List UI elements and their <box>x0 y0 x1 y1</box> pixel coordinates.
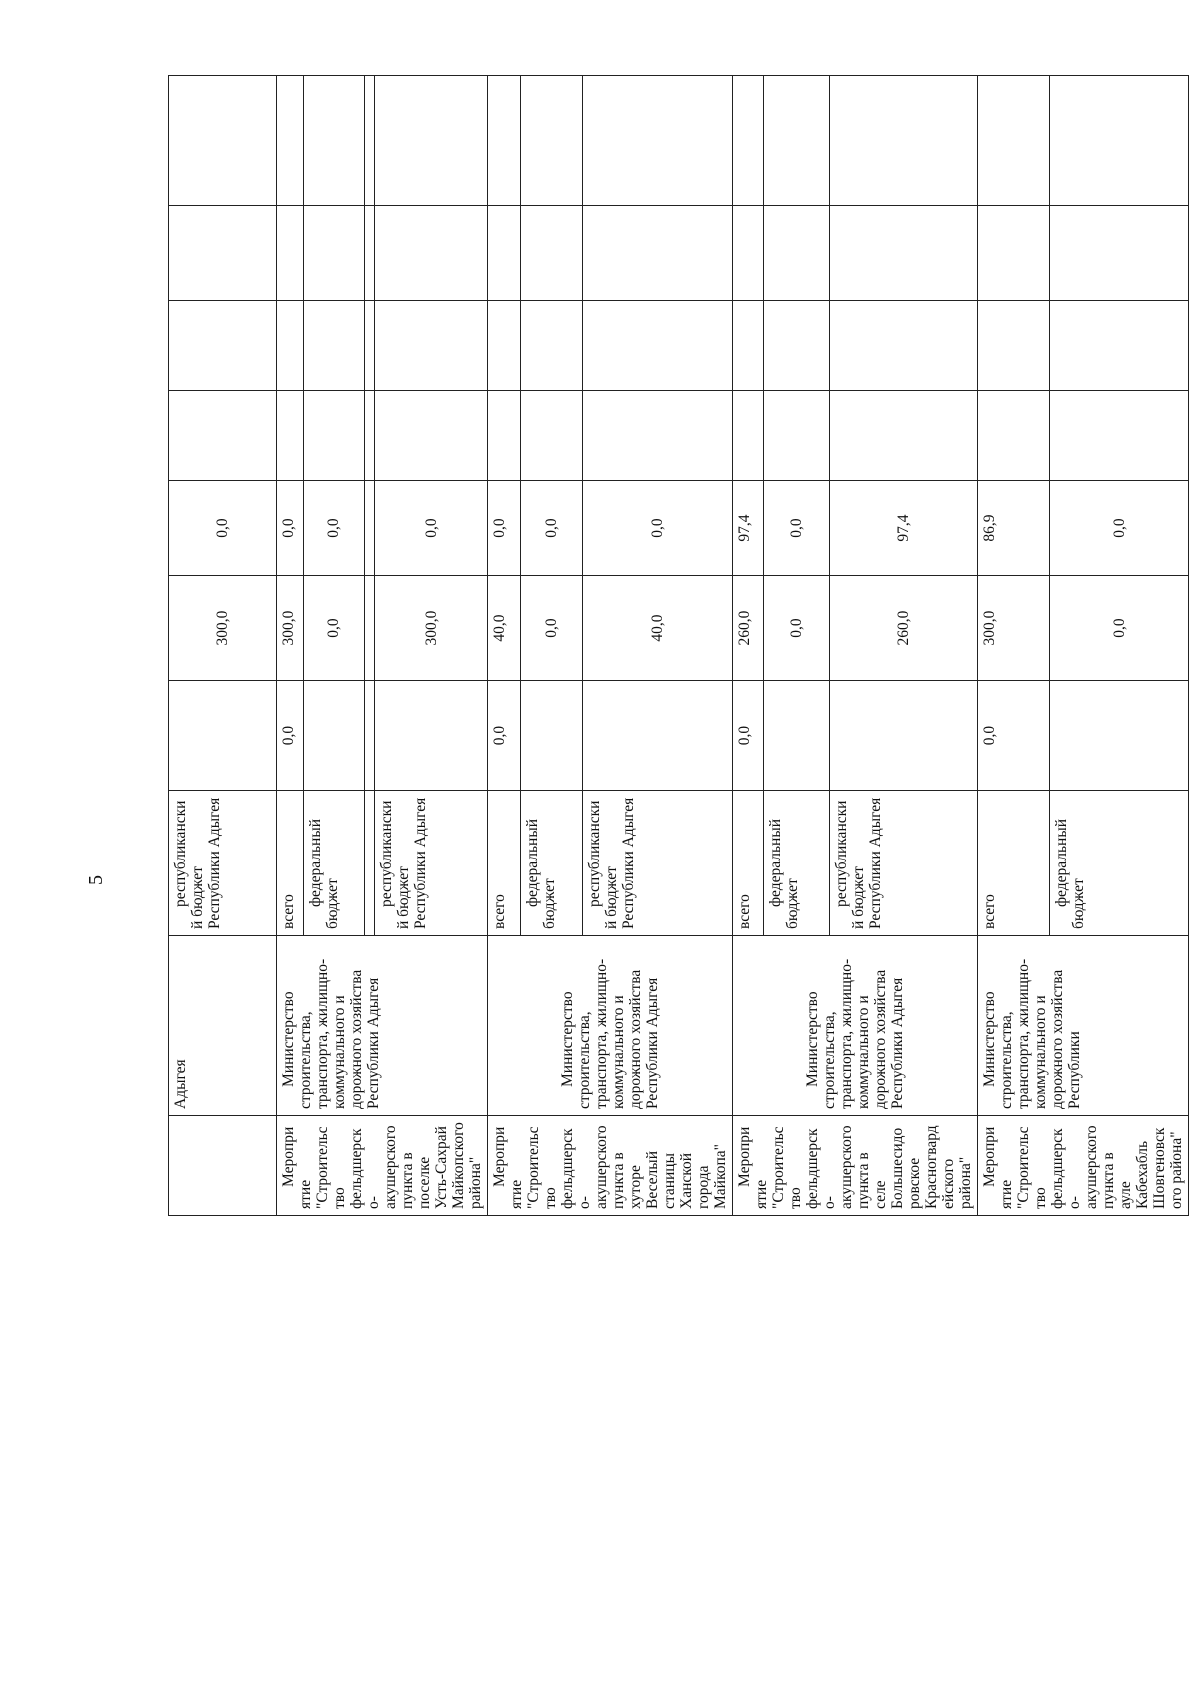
value-cell: 260,0 <box>733 576 764 681</box>
empty-cell <box>304 301 365 391</box>
empty-cell <box>375 206 488 301</box>
empty-cell <box>583 301 733 391</box>
value-cell: 0,0 <box>1050 481 1189 576</box>
source-cell: республиканский бюджет Республики Адыгея <box>169 791 277 936</box>
responsible-cell: Министерство строительства, транспорта, жилищно-коммунального и дорожного хозяйства Республики <box>978 936 1189 1116</box>
source-cell: федеральный бюджет <box>520 791 583 936</box>
empty-cell <box>375 391 488 481</box>
value-cell <box>1050 681 1189 791</box>
empty-cell <box>304 76 365 206</box>
empty-cell <box>829 76 977 206</box>
value-cell: 97,4 <box>829 481 977 576</box>
empty-cell <box>829 391 977 481</box>
empty-cell <box>733 76 764 206</box>
event-cell: Мероприятие "Строительство фельдшерско-акушерского пункта в селе Большесидоровское Красногвардейского района" <box>733 1116 978 1216</box>
event-cell: Мероприятие "Строительство фельдшерско-акушерского пункта в поселке Усть-Сахрай Майкопского района" <box>277 1116 488 1216</box>
value-cell: 0,0 <box>375 481 488 576</box>
empty-cell <box>978 206 1050 301</box>
empty-cell <box>488 206 521 301</box>
value-cell <box>583 681 733 791</box>
value-cell: 0,0 <box>1050 576 1189 681</box>
responsible-cell: Адыгея <box>169 936 277 1116</box>
empty-cell <box>520 76 583 206</box>
empty-cell <box>520 206 583 301</box>
empty-cell <box>488 391 521 481</box>
empty-cell <box>277 391 304 481</box>
value-cell: 300,0 <box>978 576 1050 681</box>
empty-cell <box>169 301 277 391</box>
empty-cell <box>169 76 277 206</box>
table-row <box>277 76 304 1216</box>
empty-cell <box>364 301 374 391</box>
value-cell: 0,0 <box>169 481 277 576</box>
page-number: 5 <box>85 875 107 885</box>
empty-cell <box>763 301 829 391</box>
value-cell: 0,0 <box>733 681 764 791</box>
empty-cell <box>978 391 1050 481</box>
value-cell: 0,0 <box>304 481 365 576</box>
value-cell: 0,0 <box>763 576 829 681</box>
empty-cell <box>169 391 277 481</box>
value-cell <box>520 681 583 791</box>
empty-cell <box>364 206 374 301</box>
empty-cell <box>763 76 829 206</box>
empty-cell <box>375 301 488 391</box>
empty-cell <box>583 206 733 301</box>
value-cell <box>829 681 977 791</box>
source-cell: федеральный бюджет <box>1050 791 1189 936</box>
value-cell <box>763 681 829 791</box>
empty-cell <box>733 301 764 391</box>
empty-cell <box>520 301 583 391</box>
value-cell: 0,0 <box>488 681 521 791</box>
value-cell: 40,0 <box>488 576 521 681</box>
source-cell: федеральный бюджет <box>304 791 365 936</box>
source-cell: федеральный бюджет <box>763 791 829 936</box>
empty-cell <box>364 791 374 936</box>
source-cell: всего <box>978 791 1050 936</box>
table-row <box>733 76 764 1216</box>
empty-cell <box>733 391 764 481</box>
value-cell: 40,0 <box>583 576 733 681</box>
empty-cell <box>1050 301 1189 391</box>
empty-cell <box>1050 76 1189 206</box>
responsible-cell: Министерство строительства, транспорта, жилищно-коммунального и дорожного хозяйства Республики Адыгея <box>488 936 733 1116</box>
source-cell: всего <box>277 791 304 936</box>
source-cell: всего <box>733 791 764 936</box>
value-cell: 0,0 <box>520 481 583 576</box>
value-cell: 260,0 <box>829 576 977 681</box>
value-cell: 300,0 <box>375 576 488 681</box>
value-cell: 0,0 <box>488 481 521 576</box>
value-cell <box>375 681 488 791</box>
empty-cell <box>829 301 977 391</box>
empty-cell <box>583 391 733 481</box>
value-cell <box>169 681 277 791</box>
source-cell: всего <box>488 791 521 936</box>
budget-table <box>168 75 1189 1216</box>
event-cell <box>169 1116 277 1216</box>
value-cell: 0,0 <box>304 576 365 681</box>
empty-cell <box>733 206 764 301</box>
empty-cell <box>169 206 277 301</box>
empty-cell <box>583 76 733 206</box>
responsible-cell: Министерство строительства, транспорта, жилищно-коммунального и дорожного хозяйства Республики Адыгея <box>277 936 488 1116</box>
event-cell: Мероприятие "Строительство фельдшерско-акушерского пункта в хуторе Веселый станицы Ханской города Майкопа" <box>488 1116 733 1216</box>
value-cell: 300,0 <box>277 576 304 681</box>
table-row <box>978 76 1050 1216</box>
empty-cell <box>978 301 1050 391</box>
empty-cell <box>375 76 488 206</box>
value-cell: 0,0 <box>583 481 733 576</box>
empty-cell <box>763 391 829 481</box>
empty-cell <box>277 301 304 391</box>
table-row <box>169 76 277 1216</box>
source-cell: республиканский бюджет Республики Адыгея <box>829 791 977 936</box>
empty-cell <box>488 301 521 391</box>
value-cell: 97,4 <box>733 481 764 576</box>
value-cell: 300,0 <box>169 576 277 681</box>
source-cell: республиканский бюджет Республики Адыгея <box>583 791 733 936</box>
empty-cell <box>1050 391 1189 481</box>
rotated-table-container <box>168 76 1185 1216</box>
empty-cell <box>277 206 304 301</box>
table-row <box>488 76 521 1216</box>
value-cell: 0,0 <box>520 576 583 681</box>
empty-cell <box>829 206 977 301</box>
empty-cell <box>277 76 304 206</box>
empty-cell <box>364 391 374 481</box>
empty-cell <box>520 391 583 481</box>
responsible-cell: Министерство строительства, транспорта, жилищно-коммунального и дорожного хозяйства Республики Адыгея <box>733 936 978 1116</box>
empty-cell <box>304 206 365 301</box>
value-cell: 0,0 <box>277 681 304 791</box>
empty-cell <box>364 576 374 681</box>
empty-cell <box>488 76 521 206</box>
value-cell: 86,9 <box>978 481 1050 576</box>
empty-cell <box>364 681 374 791</box>
empty-cell <box>364 76 374 206</box>
empty-cell <box>763 206 829 301</box>
empty-cell <box>978 76 1050 206</box>
empty-cell <box>1050 206 1189 301</box>
event-cell: Мероприятие "Строительство фельдшерско-акушерского пункта в ауле Кабехабль Шовгеновского района" <box>978 1116 1189 1216</box>
value-cell: 0,0 <box>277 481 304 576</box>
empty-cell <box>304 391 365 481</box>
source-cell: республиканский бюджет Республики Адыгея <box>375 791 488 936</box>
value-cell: 0,0 <box>978 681 1050 791</box>
value-cell <box>304 681 365 791</box>
empty-cell <box>364 481 374 576</box>
value-cell: 0,0 <box>763 481 829 576</box>
